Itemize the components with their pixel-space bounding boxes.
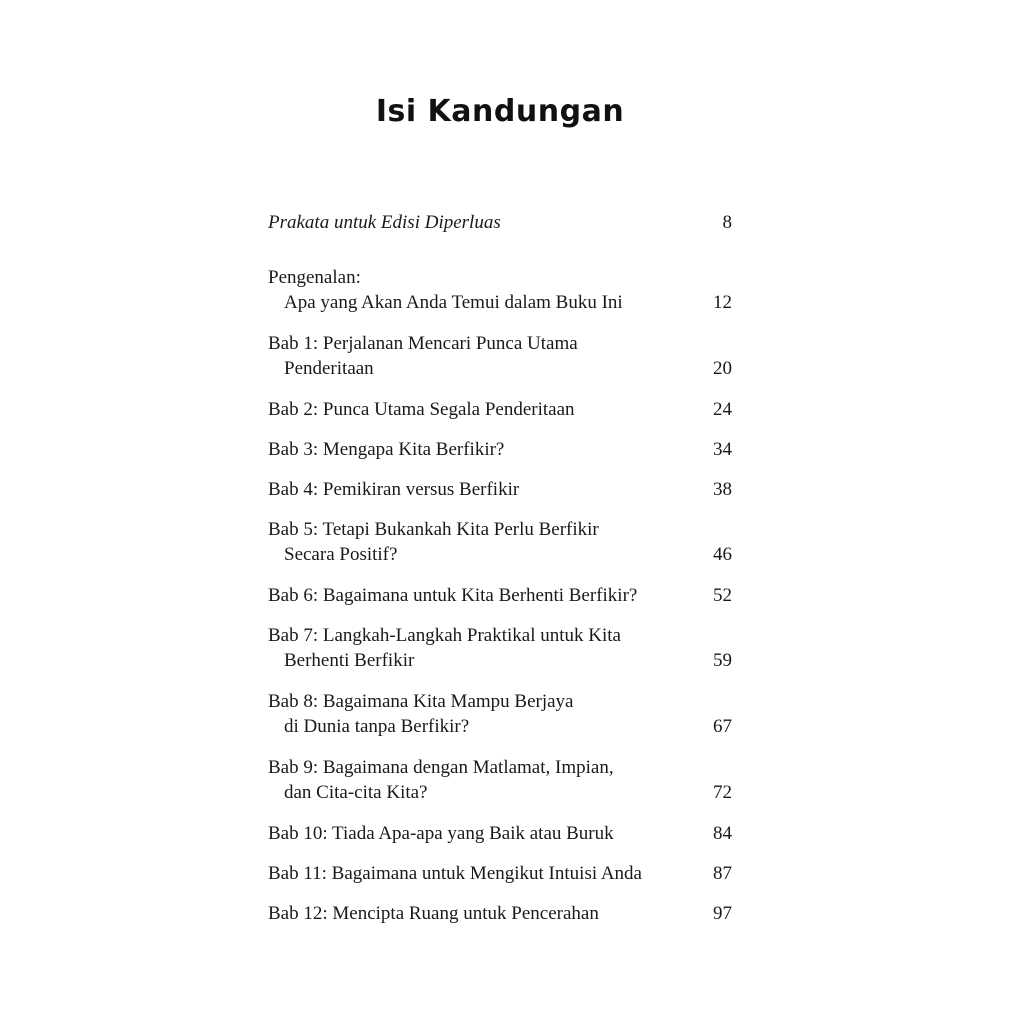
toc-entry-title: Prakata untuk Edisi Diperluas [268, 212, 501, 233]
toc-entry-title: Bab 2: Punca Utama Segala Penderitaan [268, 399, 575, 420]
toc-entry-title: Bab 6: Bagaimana untuk Kita Berhenti Berfikir? [268, 585, 638, 606]
toc-entry-title: Bab 8: Bagaimana Kita Mampu Berjaya [268, 691, 574, 712]
toc-entry [268, 477, 732, 502]
toc-entry-page: 24 [713, 399, 732, 420]
toc-entry-title: Bab 10: Tiada Apa-apa yang Baik atau Buruk [268, 823, 614, 844]
toc-entry-page: 87 [713, 863, 732, 884]
toc-entry-title: Bab 5: Tetapi Bukankah Kita Perlu Berfikir [268, 519, 599, 540]
toc-entry [268, 689, 732, 739]
toc-entry-title: Bab 12: Mencipta Ruang untuk Pencerahan [268, 903, 599, 924]
toc-entry-page: 20 [713, 358, 732, 379]
toc-entry-title: Bab 1: Perjalanan Mencari Punca Utama [268, 333, 578, 354]
toc-entry [268, 210, 732, 235]
toc-entry-page: 8 [722, 212, 732, 233]
toc-entry [268, 583, 732, 608]
toc-entry [268, 623, 732, 673]
toc-entry [268, 397, 732, 422]
toc-entry-title: Pengenalan: [268, 267, 361, 288]
toc-entry-page: 12 [713, 292, 732, 313]
toc-entry-page: 97 [713, 903, 732, 924]
toc-entry-page: 52 [713, 585, 732, 606]
toc-entry-page: 84 [713, 823, 732, 844]
toc-entry-title-continued: di Dunia tanpa Berfikir? [284, 716, 470, 737]
toc-entry-page: 59 [713, 650, 732, 671]
toc-entry-page: 34 [713, 439, 732, 460]
toc-entry [268, 265, 732, 315]
toc-entry-title-continued: Secara Positif? [284, 544, 398, 565]
toc-entry-page: 72 [713, 782, 732, 803]
toc-entry [268, 821, 732, 846]
toc-entry-title-continued: Penderitaan [284, 358, 374, 379]
toc-entry [268, 331, 732, 381]
toc-entry [268, 901, 732, 926]
toc-entry-page: 46 [713, 544, 732, 565]
toc-entry-title: Bab 7: Langkah-Langkah Praktikal untuk Kita [268, 625, 621, 646]
toc-entry [268, 517, 732, 567]
toc-entry-title: Bab 9: Bagaimana dengan Matlamat, Impian, [268, 757, 614, 778]
toc-entry-title-continued: dan Cita-cita Kita? [284, 782, 428, 803]
toc-entry-page: 38 [713, 479, 732, 500]
toc-entry [268, 861, 732, 886]
toc-entry-title-continued: Apa yang Akan Anda Temui dalam Buku Ini [284, 292, 623, 313]
toc-entry-page: 67 [713, 716, 732, 737]
toc-entry-title: Bab 4: Pemikiran versus Berfikir [268, 479, 520, 500]
page-title: Isi Kandungan [375, 94, 625, 129]
toc-entry-title: Bab 11: Bagaimana untuk Mengikut Intuisi Anda [268, 863, 642, 884]
toc-entry [268, 437, 732, 462]
toc-entry-title-continued: Berhenti Berfikir [284, 650, 415, 671]
toc-entry [268, 755, 732, 805]
toc-entry-title: Bab 3: Mengapa Kita Berfikir? [268, 439, 505, 460]
